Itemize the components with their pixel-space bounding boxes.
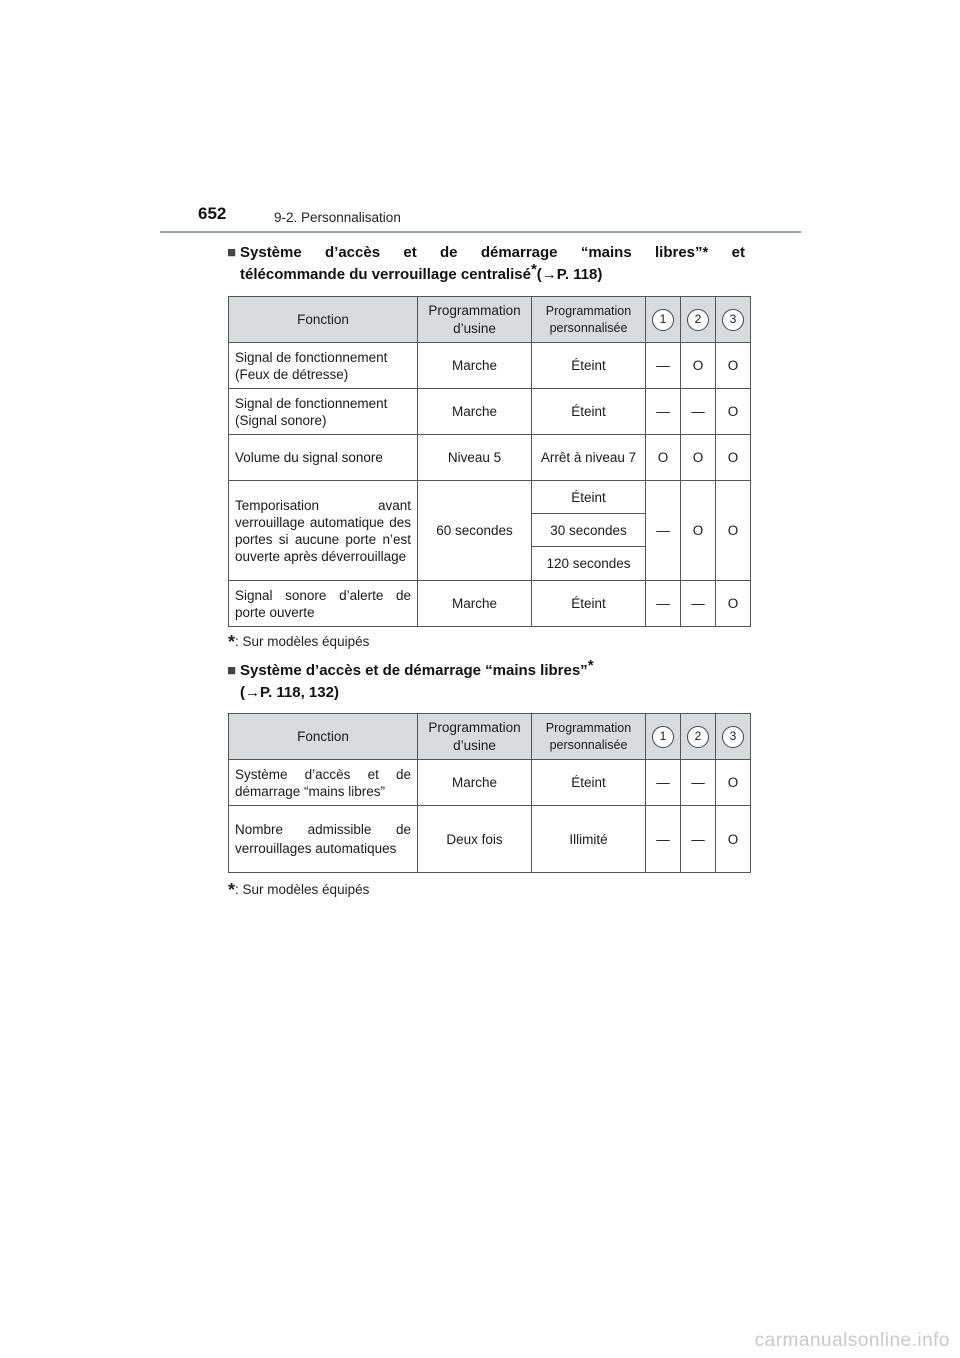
feature-cell: Système d’accès et de démarrage “mains libres” [229,760,418,806]
column-header-3 [716,297,751,343]
table-header-row [229,297,751,343]
table-row [229,581,751,627]
circled-number-3-icon: 3 [722,726,744,748]
mode-1-cell: — [646,343,681,389]
page-reference[interactable]: (→P. 118) [536,266,603,283]
custom-cell: Illimité [532,806,646,873]
mode-3-cell: O [716,435,751,481]
mode-2-cell: — [681,581,716,627]
mode-1-cell: O [646,435,681,481]
factory-cell: Marche [418,389,532,435]
feature-cell: Signal sonore d’alerte de porte ouverte [229,581,418,627]
watermark-text: carmanualsonline.info [754,1330,950,1351]
table-row [229,806,751,873]
footnote-2 [228,880,369,901]
table-row [229,343,751,389]
column-header-2 [681,714,716,760]
column-header-factory: Programmation d’usine [418,714,532,760]
footnote-1 [228,632,369,653]
mode-3-cell: O [716,343,751,389]
mode-3-cell: O [716,389,751,435]
mode-1-cell: — [646,806,681,873]
table-row [229,389,751,435]
custom-cell: Éteint [532,581,646,627]
square-bullet-icon: ■ [227,662,237,679]
mode-3-cell: O [716,806,751,873]
settings-table-2 [228,713,751,873]
circled-number-1-icon: 1 [652,309,674,331]
mode-2-cell: — [681,760,716,806]
asterisk-mark: * [228,880,236,900]
section-heading-1 [227,242,745,286]
column-header-factory: Programmation d’usine [418,297,532,343]
column-header-function: Fonction [229,297,418,343]
section-heading-2 [227,657,745,704]
factory-cell: Marche [418,760,532,806]
custom-option-cell: Éteint [532,481,646,514]
table-row [229,481,751,514]
table-row [229,435,751,481]
asterisk-mark: * [530,261,537,278]
mode-2-cell: O [681,481,716,581]
page-reference[interactable]: (→P. 118, 132) [240,684,339,701]
feature-cell: Signal de fonctionnement (Feux de détresse) [229,343,418,389]
mode-3-cell: O [716,760,751,806]
footnote-text: : Sur modèles équipés [235,882,370,897]
column-header-2 [681,297,716,343]
custom-cell: Éteint [532,760,646,806]
square-bullet-icon: ■ [227,244,237,261]
asterisk-mark: * [587,657,594,674]
column-header-1 [646,714,681,760]
mode-3-cell: O [716,481,751,581]
circled-number-3-icon: 3 [722,309,744,331]
mode-2-cell: — [681,389,716,435]
mode-1-cell: — [646,760,681,806]
feature-cell: Volume du signal sonore [229,435,418,481]
settings-table-1 [228,296,751,627]
factory-cell: 60 secondes [418,481,532,581]
heading-1-line2: télécommande du verrouillage centralisé [240,266,531,283]
custom-cell: Arrêt à niveau 7 [532,435,646,481]
table-header-row [229,714,751,760]
heading-1-line1: Système d’accès et de démarrage “mains libres”* et [240,244,745,261]
footnote-text: : Sur modèles équipés [235,634,370,649]
mode-2-cell: O [681,435,716,481]
custom-option-cell: 120 secondes [532,547,646,581]
factory-cell: Marche [418,581,532,627]
custom-cell: Éteint [532,343,646,389]
factory-cell: Niveau 5 [418,435,532,481]
circled-number-1-icon: 1 [652,726,674,748]
mode-3-cell: O [716,581,751,627]
custom-cell: Éteint [532,389,646,435]
column-header-custom: Programmation personnalisée [532,297,646,343]
mode-1-cell: — [646,581,681,627]
column-header-custom: Programmation personnalisée [532,714,646,760]
feature-cell: Nombre admissible de verrouillages automatiques [229,806,418,873]
feature-cell: Temporisation avant verrouillage automatique des portes si aucune porte n’est ouverte après déverrouillage [229,481,418,581]
page-number: 652 [198,204,227,223]
mode-2-cell: — [681,806,716,873]
mode-1-cell: — [646,389,681,435]
circled-number-2-icon: 2 [687,309,709,331]
mode-2-cell: O [681,343,716,389]
factory-cell: Deux fois [418,806,532,873]
mode-1-cell: — [646,481,681,581]
asterisk-mark: * [228,632,236,652]
factory-cell: Marche [418,343,532,389]
header-divider [160,231,801,233]
section-label: 9-2. Personnalisation [274,210,401,225]
column-header-3 [716,714,751,760]
heading-2-line1: Système d’accès et de démarrage “mains libres” [240,662,588,679]
column-header-function: Fonction [229,714,418,760]
circled-number-2-icon: 2 [687,726,709,748]
table-row [229,760,751,806]
custom-option-cell: 30 secondes [532,514,646,547]
feature-cell: Signal de fonctionnement (Signal sonore) [229,389,418,435]
column-header-1 [646,297,681,343]
